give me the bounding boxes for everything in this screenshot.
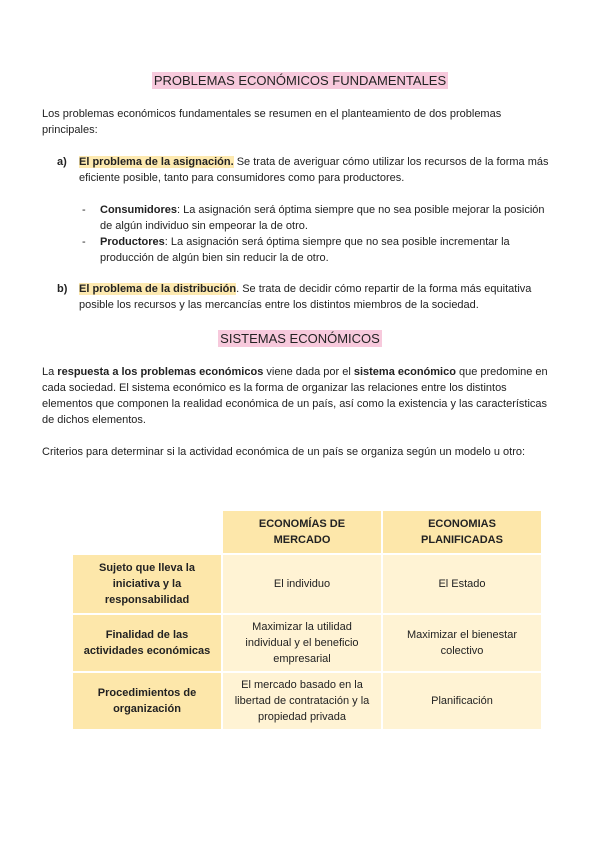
table-cell: El Estado [383,555,541,613]
row-header: Procedimientos de organización [73,673,221,729]
table-cell: Maximizar el bienestar colectivo [383,615,541,671]
item-a-text: Se trata de averiguar cómo utilizar los recursos de la forma más eficiente posible, tanto para consumidores como para productores. [79,156,549,184]
bullet-text: : La asignación será óptima siempre que no sea posible mejorar la posición de algún individuo sin empeorar la de otro. [100,204,545,232]
sistemas-paragraph: La respuesta a los problemas económicos viene dada por el sistema económico que predomine en cada sociedad. El sistema económico es la forma de organizar las relaciones entre los distintos elementos que componen la realidad económica de un país, así como la existencia y las características de dichos elementos. [42,366,548,426]
item-a-paragraph [79,154,557,186]
item-a-heading: El problema de la asignación. [79,156,234,168]
criterios-paragraph: Criterios para determinar si la actividad económica de un país se organiza según un modelo u otro: [42,446,526,458]
bullet-term: Consumidores [100,204,178,216]
bullet-productores [100,234,550,266]
table-cell: El mercado basado en la libertad de contratación y la propiedad privada [223,673,381,729]
comparison-table [71,509,543,731]
bullet-term: Productores [100,236,165,248]
bullet-dash: - [82,236,86,248]
item-b-paragraph [79,281,557,313]
bullet-dash: - [82,204,86,216]
table-cell: Planificación [383,673,541,729]
intro-paragraph: Los problemas económicos fundamentales se resumen en el planteamiento de dos problemas principales: [42,108,502,136]
item-a-marker: a) [57,156,67,168]
bold-phrase: sistema económico [353,366,456,378]
table-row [73,555,541,613]
item-b-marker: b) [57,283,68,295]
bullet-consumidores [100,202,550,234]
item-b-heading: El problema de la distribución [79,283,237,295]
bold-phrase: respuesta a los problemas económicos [57,366,264,378]
table-row [73,615,541,671]
row-header: Sujeto que lleva la iniciativa y la responsabilidad [73,555,221,613]
table-cell: Maximizar la utilidad individual y el beneficio empresarial [223,615,381,671]
column-header-mercado: ECONOMÍAS DE MERCADO [223,511,381,553]
row-header: Finalidad de las actividades económicas [73,615,221,671]
column-header-planificadas: ECONOMIAS PLANIFICADAS [383,511,541,553]
table-corner [73,511,221,553]
section-title-problemas: PROBLEMAS ECONÓMICOS FUNDAMENTALES [153,73,447,88]
bullet-text: : La asignación será óptima siempre que no sea posible incrementar la producción de algún bien sin reducir la de otro. [100,236,510,264]
item-b-text: . Se trata de decidir cómo repartir de la forma más equitativa posible los recursos y las mercancías entre los distintos miembros de la sociedad. [79,283,532,311]
table-cell: El individuo [223,555,381,613]
section-title-sistemas: SISTEMAS ECONÓMICOS [220,331,380,346]
table-header-row [73,511,541,553]
table-row [73,673,541,729]
